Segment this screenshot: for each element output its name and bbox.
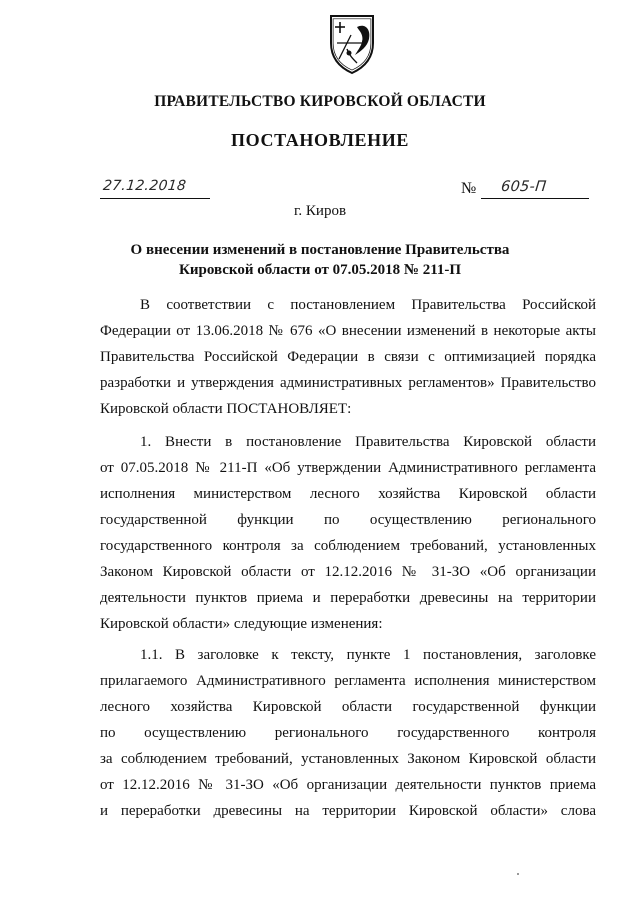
body-line: государственной функции по осуществлению регионального <box>100 512 596 528</box>
body-line: по осуществлению регионального государственного контроля <box>100 725 596 741</box>
body-line: разработки и утверждения административных регламентов» Правительство <box>100 375 596 391</box>
body-line: от 07.05.2018 № 211-П «Об утверждении Административного регламента <box>100 460 596 476</box>
body-line: государственного контроля за соблюдением требований, установленных <box>100 538 596 554</box>
subject-line: О внесении изменений в постановление Правительства <box>130 242 510 258</box>
city-name: г. Киров <box>293 203 347 219</box>
body-line: 1. Внести в постановление Правительства Кировской области <box>140 434 596 450</box>
body-line: и переработки древесины на территории Кировской области» слова <box>100 803 596 819</box>
body-line: Кировской области» следующие изменения: <box>100 616 383 632</box>
subject-line: Кировской области от 07.05.2018 № 211-П <box>178 262 462 278</box>
document-number-field <box>481 180 589 199</box>
body-line: 1.1. В заголовке к тексту, пункте 1 постановления, заголовке <box>140 647 596 663</box>
body-line: Правительства Российской Федерации в связи с оптимизацией порядка <box>100 349 596 365</box>
body-line: Законом Кировской области от 12.12.2016 № 31-ЗО «Об организации <box>100 564 596 580</box>
scan-speck <box>517 873 519 875</box>
document-date-field <box>100 180 210 199</box>
body-line: от 12.12.2016 № 31-ЗО «Об организации деятельности пунктов приема <box>100 777 596 793</box>
body-line: лесного хозяйства Кировской области государственной функции <box>100 699 596 715</box>
body-line: исполнения министерством лесного хозяйства Кировской области <box>100 486 596 502</box>
body-line: В соответствии с постановлением Правительства Российской <box>140 297 596 313</box>
body-line: прилагаемого Административного регламента исполнения министерством <box>100 673 596 689</box>
body-line: Кировской области ПОСТАНОВЛЯЕТ: <box>100 401 352 417</box>
body-line: деятельности пунктов приема и переработки древесины на территории <box>100 590 596 606</box>
handwritten-number: 605-П <box>500 179 548 195</box>
organization-title: ПРАВИТЕЛЬСТВО КИРОВСКОЙ ОБЛАСТИ <box>154 93 486 110</box>
handwritten-date: 27.12.2018 <box>102 178 188 194</box>
kirov-oblast-coat-of-arms-icon <box>327 13 377 75</box>
document-subject <box>0 240 640 280</box>
number-sign: № <box>461 180 477 197</box>
body-line: за соблюдением требований, установленных Законом Кировской области <box>100 751 596 767</box>
body-line: Федерации от 13.06.2018 № 676 «О внесении изменений в некоторые акты <box>100 323 596 339</box>
document-type-title: ПОСТАНОВЛЕНИЕ <box>231 130 409 150</box>
